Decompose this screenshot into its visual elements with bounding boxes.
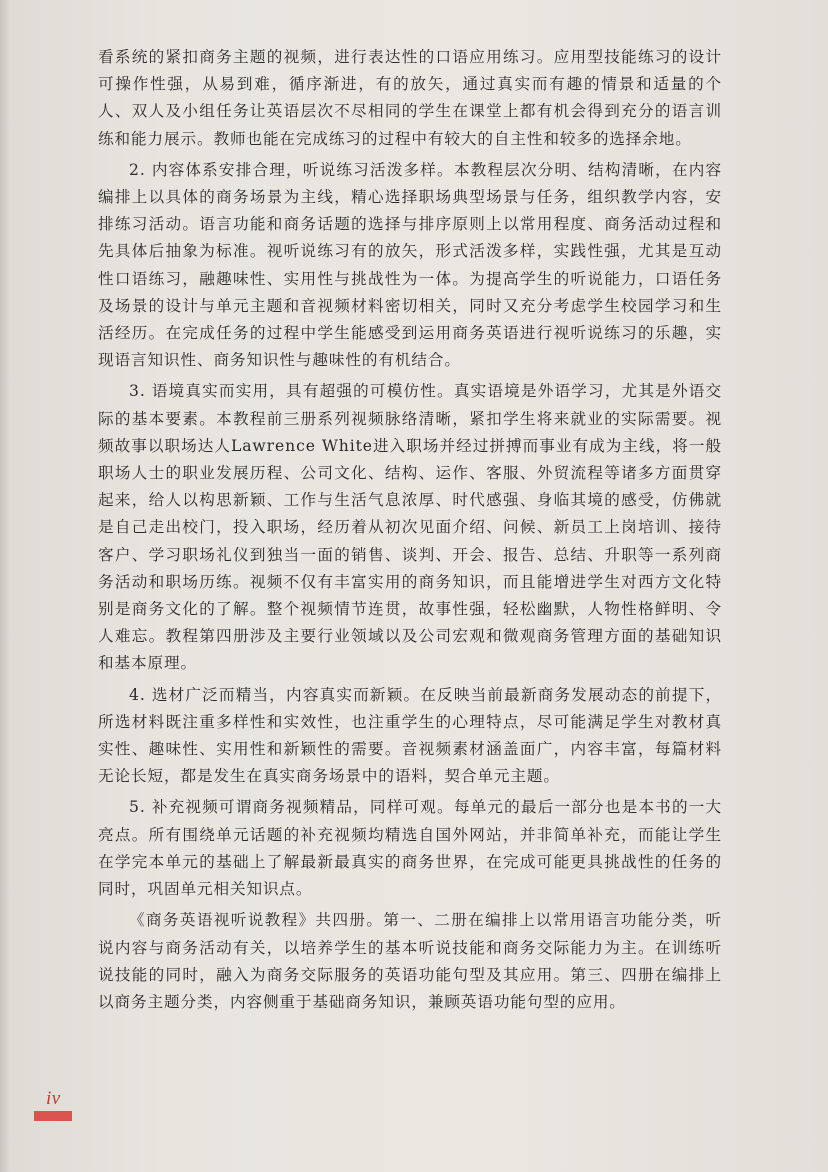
page-gutter-shadow — [0, 0, 10, 1172]
paragraph-2: 2. 内容体系安排合理，听说练习活泼多样。本教程层次分明、结构清晰，在内容编排上以具体的商务场景为主线，精心选择职场典型场景与任务，组织教学内容，安排练习活动。语言功能和商务话题的选择与排序原则上以常用程度、商务活动过程和先具体后抽象为标准。视听说练习有的放矢，形式活泼多样，实践性强，尤其是互动性口语练习，融趣味性、实用性与挑战性为一体。为提高学生的听说能力，口语任务及场景的设计与单元主题和音视频材料密切相关，同时又充分考虑学生校园学习和生活经历。在完成任务的过程中学生能感受到运用商务英语进行视听说练习的乐趣，实现语言知识性、商务知识性与趣味性的有机结合。 — [98, 160, 722, 370]
page-number: iv — [46, 1088, 61, 1109]
paragraph-3: 3. 语境真实而实用，具有超强的可模仿性。真实语境是外语学习，尤其是外语交际的基本要素。本教程前三册系列视频脉络清晰，紧扣学生将来就业的实际需要。视频故事以职场达人Lawrence White进入职场并经过拼搏而事业有成为主线，将一般职场人士的职业发展历程、公司文化、结构、运作、客服、外贸流程等诸多方面贯穿起来，给人以构思新颖、工作与生活气息浓厚、时代感强、身临其境的感受，仿佛就是自己走出校门，投入职场，经历着从初次见面介绍、问候、新员工上岗培训、接待客户、学习职场礼仪到独当一面的销售、谈判、开会、报告、总结、升职等一系列商务活动和职场历练。视频不仅有丰富实用的商务知识，而且能增进学生对西方文化特别是商务文化的了解。整个视频情节连贯，故事性强，轻松幽默，人物性格鲜明、令人难忘。教程第四册涉及主要行业领域以及公司宏观和微观商务管理方面的基础知识和基本原理。 — [98, 382, 722, 673]
paragraph-1: 看系统的紧扣商务主题的视频，进行表达性的口语应用练习。应用型技能练习的设计可操作性强，从易到难，循序渐进，有的放矢，通过真实而有趣的情景和适量的个人、双人及小组任务让英语层次不尽相同的学生在课堂上都有机会得到充分的语言训练和能力展示。教师也能在完成练习的过程中有较大的自主性和较多的选择余地。 — [98, 48, 722, 148]
paragraph-5: 5. 补充视频可谓商务视频精品，同样可观。每单元的最后一部分也是本书的一大亮点。所有围绕单元话题的补充视频均精选自国外网站，并非简单补充，而能让学生在学完本单元的基础上了解最新最真实的商务世界，在完成可能更具挑战性的任务的同时，巩固单元相关知识点。 — [98, 798, 722, 899]
body-text — [98, 44, 722, 1020]
page-number-bar — [34, 1111, 72, 1121]
paragraph-6: 《商务英语视听说教程》共四册。第一、二册在编排上以常用语言功能分类，听说内容与商务活动有关，以培养学生的基本听说技能和商务交际能力为主。在训练听说技能的同时，融入为商务交际服务的英语功能句型及其应用。第三、四册在编排上以商务主题分类，内容侧重于基础商务知识，兼顾英语功能句型的应用。 — [98, 911, 722, 1011]
paragraph-4: 4. 选材广泛而精当，内容真实而新颖。在反映当前最新商务发展动态的前提下，所选材料既注重多样性和实效性，也注重学生的心理特点，尽可能满足学生对教材真实性、趣味性、实用性和新颖性的需要。音视频素材涵盖面广，内容丰富，每篇材料无论长短，都是发生在真实商务场景中的语料，契合单元主题。 — [98, 685, 722, 786]
